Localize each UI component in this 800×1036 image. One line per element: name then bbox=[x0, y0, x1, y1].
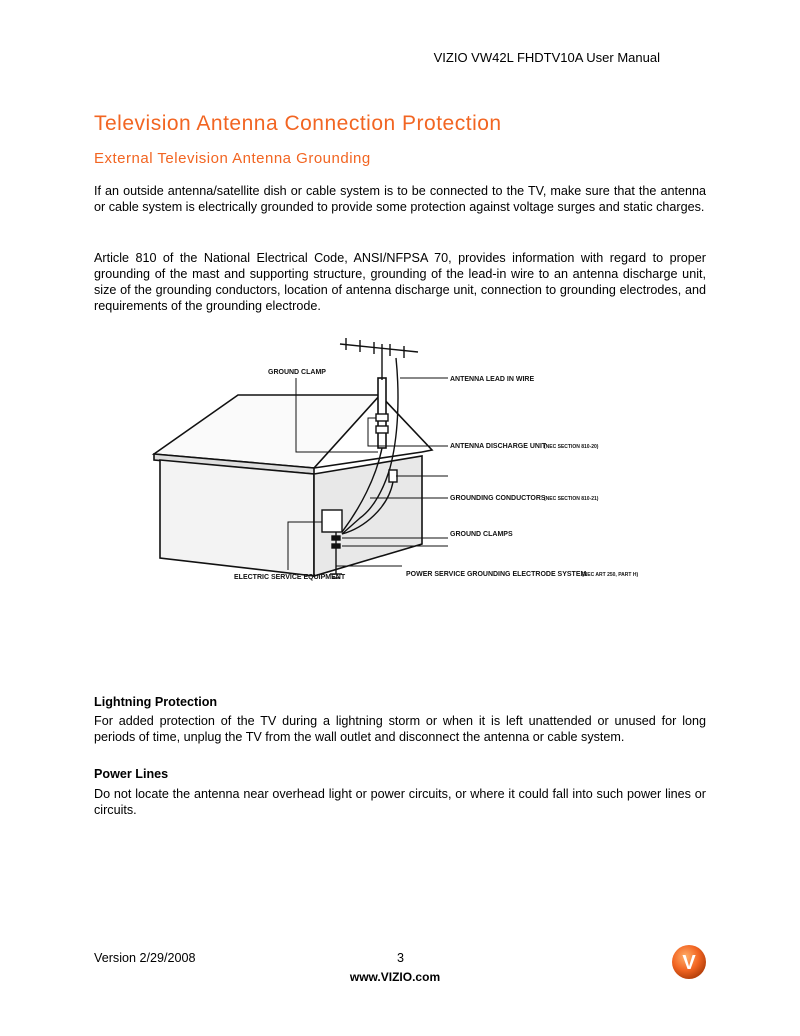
antenna-grounding-diagram bbox=[150, 338, 648, 584]
footer-url: www.VIZIO.com bbox=[349, 970, 441, 984]
vizio-logo-icon bbox=[671, 944, 707, 980]
label-antenna-lead: ANTENNA LEAD IN WIRE bbox=[450, 376, 535, 383]
label-discharge-ref: (NEC SECTION 810-20) bbox=[544, 444, 599, 450]
power-lines-heading: Power Lines bbox=[94, 767, 169, 781]
label-ground-clamps: GROUND CLAMPS bbox=[450, 531, 513, 538]
label-conductors-ref: (NEC SECTION 810-21) bbox=[544, 496, 599, 502]
footer-version: Version 2/29/2008 bbox=[94, 951, 196, 965]
page-title: Television Antenna Connection Protection bbox=[94, 112, 502, 135]
label-grounding-conductors: GROUNDING CONDUCTORS bbox=[450, 495, 546, 502]
label-power-ref: (NEC ART 250, PART H) bbox=[582, 572, 639, 578]
label-electric-service: ELECTRIC SERVICE EQUIPMENT bbox=[234, 574, 346, 581]
label-discharge-unit: ANTENNA DISCHARGE UNIT bbox=[450, 443, 547, 450]
lightning-heading: Lightning Protection bbox=[94, 695, 218, 709]
document-header: VIZIO VW42L FHDTV10A User Manual bbox=[433, 50, 660, 65]
lightning-text: For added protection of the TV during a lightning storm or when it is left unattended or unused for long periods of time, unplug the TV from the wall outlet and disconnect the antenna or cable system. bbox=[94, 714, 706, 744]
label-power-service: POWER SERVICE GROUNDING ELECTRODE SYSTEM bbox=[406, 571, 587, 578]
logo-letter: V bbox=[682, 952, 696, 974]
intro-paragraph: If an outside antenna/satellite dish or cable system is to be connected to the TV, make sure that the antenna or cable system is electrically grounded to provide some protection against voltage surges and static charges. bbox=[94, 184, 706, 214]
section-subtitle: External Television Antenna Grounding bbox=[94, 150, 371, 167]
power-lines-text: Do not locate the antenna near overhead light or power circuits, or where it could fall into such power lines or circuits. bbox=[94, 787, 706, 817]
page-number: 3 bbox=[397, 951, 405, 965]
nec-paragraph: Article 810 of the National Electrical Code, ANSI/NFPSA 70, provides information with regard to proper grounding of the mast and supporting structure, grounding of the lead-in wire to an antenna discharge unit, size of the grounding conductors, location of antenna discharge unit, connection to grounding electrodes, and requirements of the grounding electrode. bbox=[94, 251, 706, 313]
label-ground-clamp: GROUND CLAMP bbox=[268, 369, 326, 376]
